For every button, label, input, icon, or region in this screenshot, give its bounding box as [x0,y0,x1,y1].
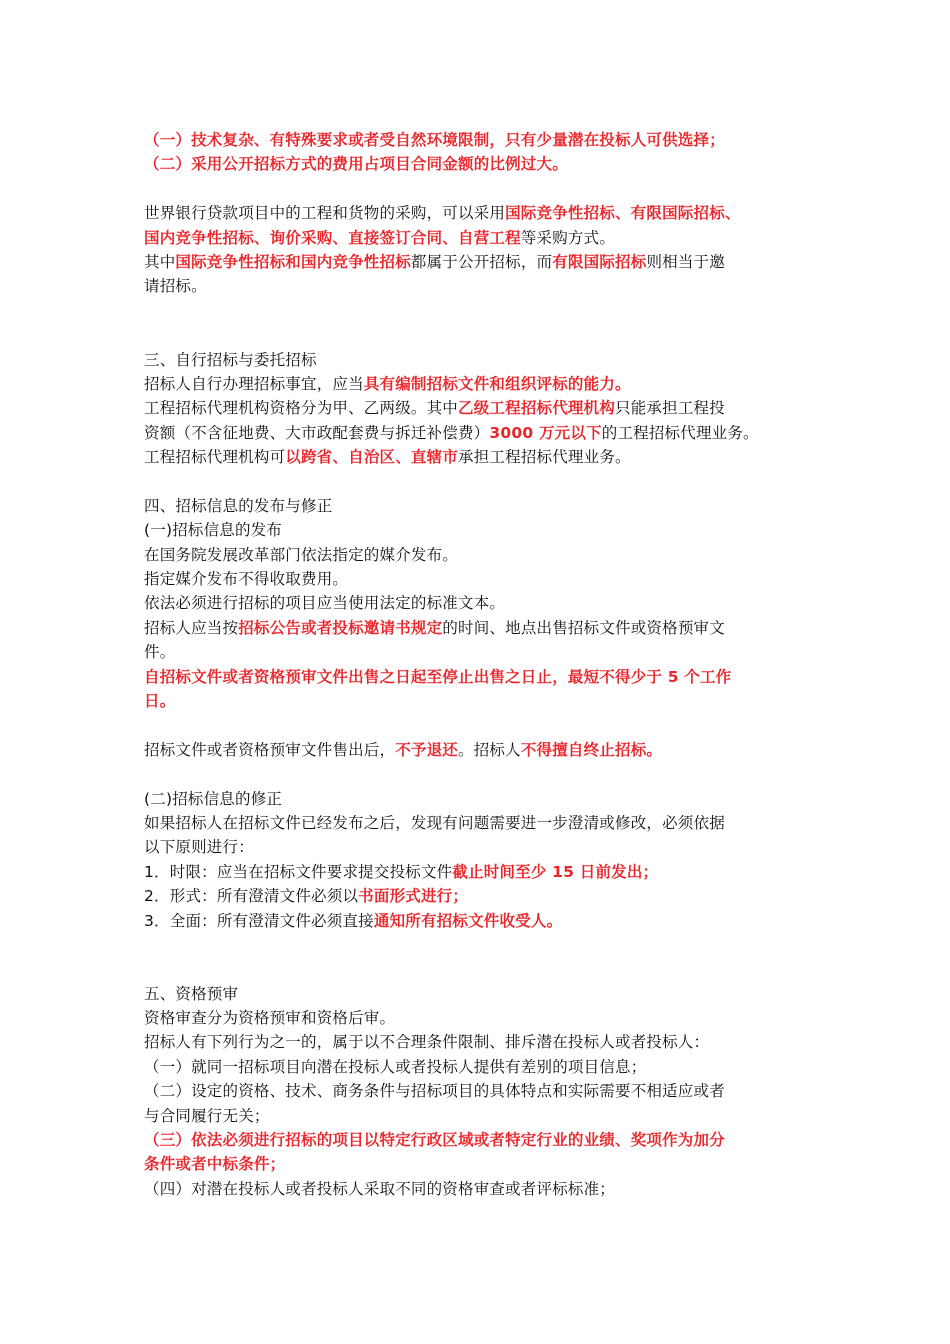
sec3-line-1: 招标人自行办理招标事宜，应当具有编制招标文件和组织评标的能力。 [144,374,631,393]
sec5-item-3: （三）依法必须进行招标的项目以特定行政区域或者特定行业的业绩、奖项作为加分 [144,1131,725,1150]
wb-paragraph-line-4: 请招标。 [144,277,207,296]
section-5-title: 五、资格预审 [144,984,239,1003]
section-4-title: 四、招标信息的发布与修正 [144,496,333,515]
sec4-subtitle-2: (二)招标信息的修正 [144,789,283,808]
sec3-line-3: 资额（不含征地费、大市政配套费与拆迁补偿费）3000 万元以下的工程招标代理业务。 [144,423,759,442]
wb-paragraph-line-1: 世界银行贷款项目中的工程和货物的采购，可以采用国际竞争性招标、有限国际招标、 [144,204,741,223]
sec4-line-8: 如果招标人在招标文件已经发布之后，发现有问题需要进一步澄清或修改，必须依据 [144,813,725,832]
wb-paragraph-line-2: 国内竞争性招标、询价采购、直接签订合同、自营工程等采购方式。 [144,228,616,247]
sec3-line-4: 工程招标代理机构可以跨省、自治区、直辖市承担工程招标代理业务。 [144,448,631,467]
intro-item-1: （一）技术复杂、有特殊要求或者受自然环境限制，只有少量潜在投标人可供选择； [144,131,725,149]
intro-item-2: （二）采用公开招标方式的费用占项目合同金额的比例过大。 [144,155,568,174]
sec4-subtitle-1: (一)招标信息的发布 [144,521,283,540]
sec4-line-7: 招标文件或者资格预审文件售出后，不予退还。招标人不得擅自终止招标。 [144,740,663,759]
sec4-line-6: 日。 [144,692,176,710]
sec5-item-2: （二）设定的资格、技术、商务条件与招标项目的具体特点和实际需要不相适应或者 [144,1082,725,1101]
sec5-line-1: 资格审查分为资格预审和资格后审。 [144,1009,396,1028]
sec4-rule-2: 2．形式：所有澄清文件必须以书面形式进行； [144,887,469,906]
sec4-line-1: 在国务院发展改革部门依法指定的媒介发布。 [144,545,459,564]
section-3-title: 三、自行招标与委托招标 [144,350,317,369]
sec4-rule-1: 1．时限：应当在招标文件要求提交投标文件截止时间至少 15 日前发出； [144,862,659,881]
sec4-line-2: 指定媒介发布不得收取费用。 [144,570,349,589]
sec5-item-1: （一）就同一招标项目向潜在投标人或者投标人提供有差别的项目信息； [144,1057,647,1076]
sec4-line-5: 自招标文件或者资格预审文件出售之日起至停止出售之日止，最短不得少于 5 个工作 [144,667,732,686]
sec4-rule-3: 3．全面：所有澄清文件必须直接通知所有招标文件收受人。 [144,911,563,930]
sec5-item-2-cont: 与合同履行无关； [144,1106,270,1125]
sec4-line-3: 依法必须进行招标的项目应当使用法定的标准文本。 [144,594,506,613]
sec4-line-4-cont: 件。 [144,643,176,662]
sec5-item-3-cont: 条件或者中标条件； [144,1155,286,1174]
sec5-item-4: （四）对潜在投标人或者投标人采取不同的资格审查或者评标标准； [144,1179,616,1198]
sec4-line-9: 以下原则进行： [144,838,254,857]
sec5-line-2: 招标人有下列行为之一的，属于以不合理条件限制、排斥潜在投标人或者投标人： [144,1033,710,1052]
wb-paragraph-line-3: 其中国际竞争性招标和国内竞争性招标都属于公开招标，而有限国际招标则相当于邀 [144,252,725,271]
sec3-line-2: 工程招标代理机构资格分为甲、乙两级。其中乙级工程招标代理机构只能承担工程投 [144,399,725,418]
document-page [144,128,824,1201]
sec4-line-4: 招标人应当按招标公告或者投标邀请书规定的时间、地点出售招标文件或资格预审文 [144,618,725,637]
